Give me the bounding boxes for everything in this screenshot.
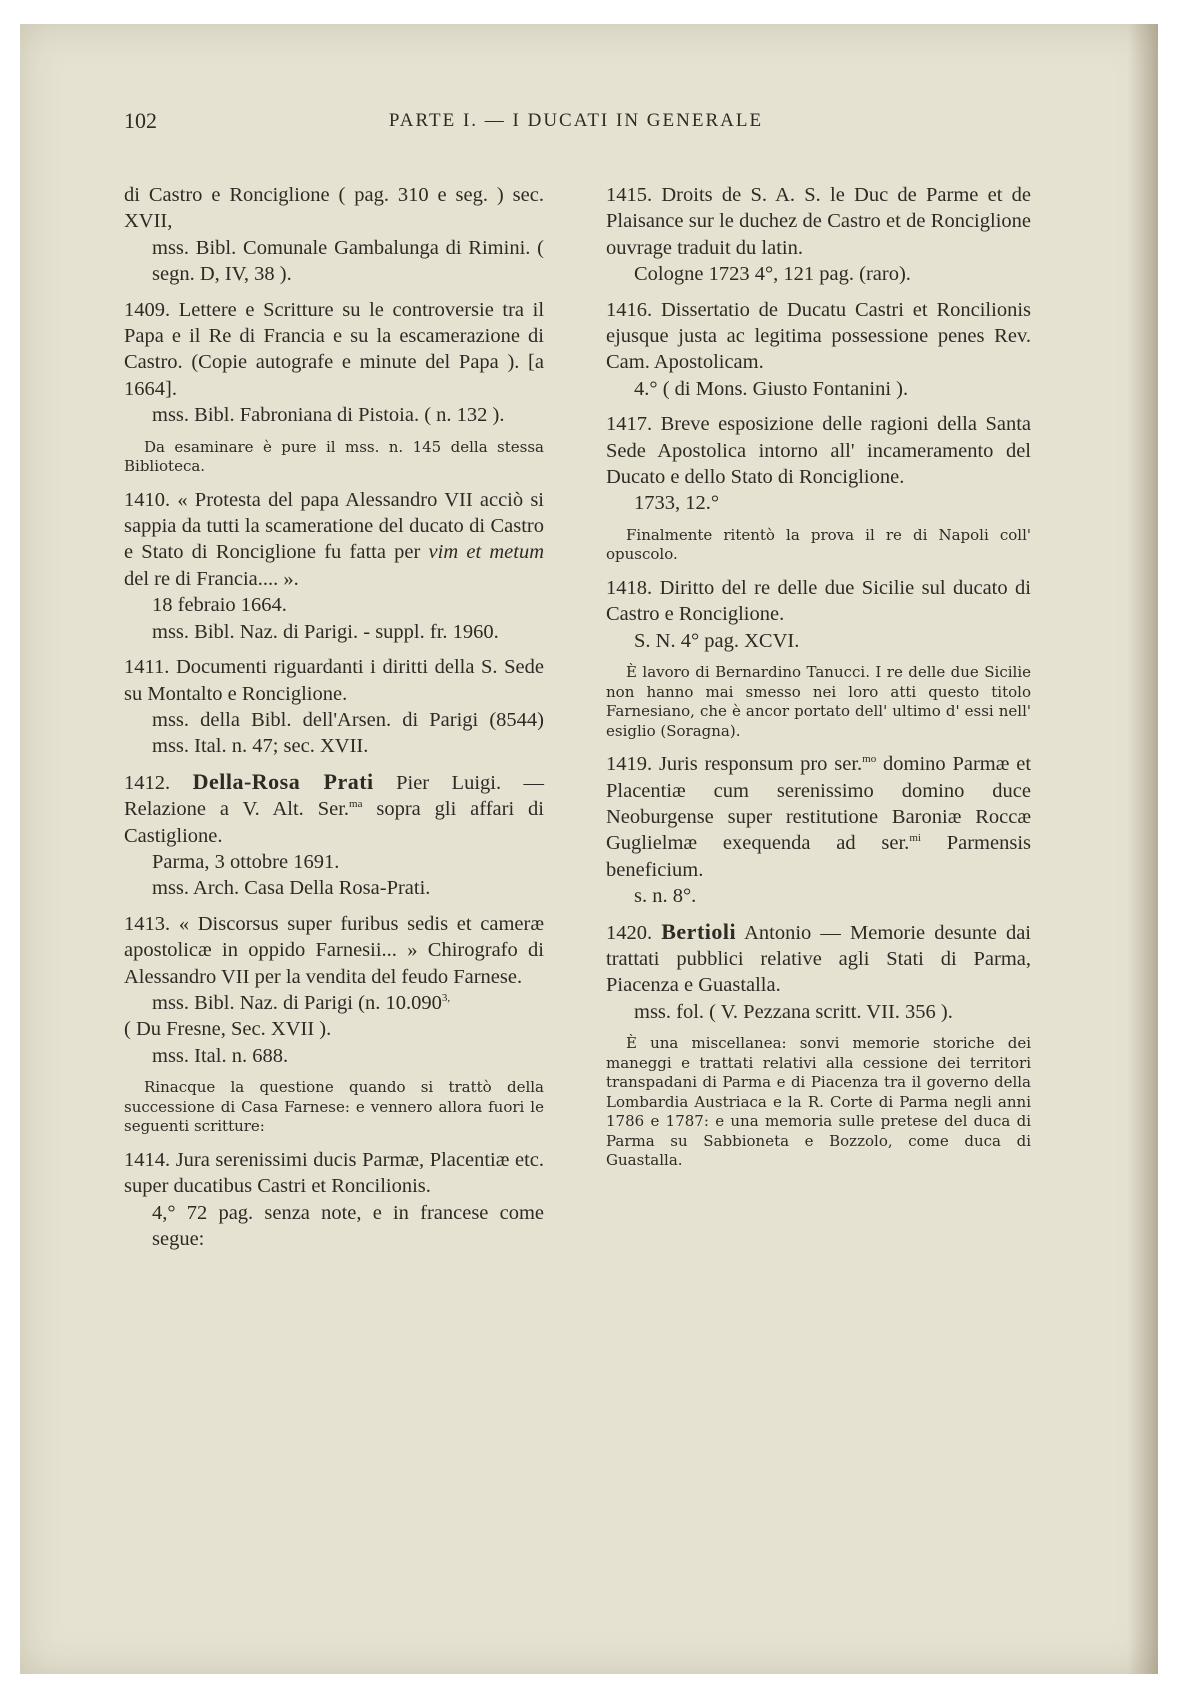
entry-1412 [124,769,544,902]
superscript: mo [862,753,877,766]
entry-format: s. n. 8°. [634,885,697,908]
entry-location: mss. Ital. n. 688. [152,1044,289,1067]
entry-text: Juris responsum pro ser. [658,753,863,776]
entry-location: mss. Arch. Casa Della Rosa-Prati. [152,877,431,900]
entry-number: 1410. [124,488,171,511]
entry-1408-continued [124,182,544,288]
entry-note: Rinacque la questione quando si trattò della successione di Casa Farnese: e vennero allora fuori le seguenti scritture: [124,1078,544,1136]
entry-number: 1416. [606,298,653,321]
entry-location: mss. Bibl. Fabroniana di Pistoia. ( n. 132 ). [152,404,505,427]
right-column [606,182,1031,1181]
entry-text-end: Parmensis beneficium. [606,832,1031,881]
entry-text: Dissertatio de Ducatu Castri et Roncilionis ejusque justa ac legitima possessione penes Rev. Cam. Apostolicam. [606,298,1031,374]
entry-location: mss. Bibl. Naz. di Parigi. - suppl. fr. 1960. [152,620,499,643]
entry-author: Della-Rosa Prati [192,768,374,794]
entry-text: Droits de S. A. S. le Duc de Parme et de Plaisance sur le duchez de Castro et de Ronciglione ouvrage traduit du latin. [606,184,1032,259]
entry-text: Jura serenissimi ducis Parmæ, Placentiæ etc. super ducatibus Castri et Roncilionis. [124,1148,545,1198]
entry-text: Pier Luigi. — Relazione a V. Alt. Ser. [124,771,545,821]
entry-text: Diritto del re delle due Sicilie sul ducato di Castro e Ronciglione. [606,576,1031,626]
entry-1418 [606,575,1031,654]
entry-author: Bertioli [661,918,737,944]
entry-number: 1409. [124,298,171,321]
entry-text-end: sopra gli affari di Castiglione. [124,798,544,847]
entry-number: 1413. [124,912,171,935]
entry-italic-text: vim et metum [428,541,545,564]
entry-date: Parma, 3 ottobre 1691. [152,850,340,873]
entry-text: « Protesta del papa Alessandro VII acciò si sappia da tutti la scameratione del ducato di Castro e Stato di Ronciglione fu fatta per [124,488,544,564]
entry-format: 1733, 12.° [634,492,720,515]
entry-text: Breve esposizione delle ragioni della Santa Sede Apostolica intorno all' incameramento del Ducato e dello Stato di Ronciglione. [606,413,1031,489]
entry-text: « Discorsus super furibus sedis et cameræ apostolicæ in oppido Farnesii... » Chirografo di Alessandro VII per la vendita del feudo Farnese. [124,912,544,988]
location-text: mss. Bibl. Naz. di Parigi (n. 10.090 [152,991,442,1014]
entry-1413 [124,911,544,1069]
entry-1415 [606,182,1031,288]
page [20,24,1158,1674]
entry-1409 [124,297,544,429]
entry-number: 1420. [606,921,653,944]
running-title: PARTE I. — I DUCATI IN GENERALE [388,110,764,131]
entry-1420 [606,919,1031,1026]
superscript: ma [349,798,363,811]
entry-format: 4,° 72 pag. senza note, e in francese come segue: [152,1201,544,1250]
entry-location: mss. fol. ( V. Pezzana scritt. VII. 356 ). [634,1000,953,1023]
entry-1411 [124,654,544,760]
entry-number: 1414. [124,1148,171,1171]
superscript: mi [909,832,921,845]
entry-1410 [124,487,544,645]
left-column [124,182,544,1261]
page-header [124,108,1028,148]
entry-format: Cologne 1723 4°, 121 pag. (raro). [634,263,911,286]
entry-text: Lettere e Scritture su le controversie tra il Papa e il Re di Francia e su la escamerazione di Castro. (Copie autografe e minute del Papa ). [a 1664]. [124,298,545,400]
entry-format: 4.° ( di Mons. Giusto Fontanini ). [634,377,909,400]
entry-date: 18 febraio 1664. [152,594,287,617]
entry-number: 1412. [124,771,171,794]
entry-location: mss. Bibl. Comunale Gambalunga di Rimini. ( segn. D, IV, 38 ). [152,236,544,286]
entry-text: Antonio — Memorie desunte dai trattati pubblici relative agli Stati di Parma, Piacenza e Guastalla. [606,921,1032,997]
entry-number: 1419. [606,753,653,776]
entry-1419 [606,751,1031,909]
entry-number: 1418. [606,576,653,599]
entry-text-cont: domino Parmæ et Placentiæ cum serenissimo domino duce Neoburgense super restitutione Baroniæ Roccæ Guglielmæ exequenda ad ser. [606,753,1032,855]
entry-note: Da esaminare è pure il mss. n. 145 della stessa Biblioteca. [124,437,544,476]
entry-note: Finalmente ritentò la prova il re di Napoli coll' opuscolo. [606,525,1031,564]
entry-note: È una miscellanea: sonvi memorie storiche dei maneggi e trattati relativi alla cessione dei territori transpadani di Parma e di Piacenza tra il governo della Lombardia Austriaca e la R. Corte di Parma negli anni 1786 e 1787: e una memoria sulle pretese del duca di Parma su Sabbioneta e Bozzolo, come duca di Guastalla. [606,1034,1031,1170]
entry-location: mss. della Bibl. dell'Arsen. di Parigi (8544) mss. Ital. n. 47; sec. XVII. [152,708,544,758]
entry-text: di Castro e Ronciglione ( pag. 310 e seg. ) sec. XVII, [124,184,544,233]
entry-1417 [606,411,1031,517]
entry-location [124,990,544,1016]
entry-number: 1415. [606,184,653,206]
entry-location-cont: ( Du Fresne, Sec. XVII ). [124,1018,332,1041]
entry-text: Documenti riguardanti i diritti della S. Sede su Montalto e Ronciglione. [124,656,544,705]
entry-note: È lavoro di Bernardino Tanucci. I re delle due Sicilie non hanno mai smesso nei loro atti questo titolo Farnesiano, che è ancor portato dell' ultimo d' essi nell' esiglio (Soragna). [606,663,1031,740]
entry-1416 [606,297,1031,403]
entry-number: 1417. [606,413,653,436]
superscript: 3, [441,992,451,1005]
entry-1414 [124,1147,544,1253]
entry-format: S. N. 4° pag. XCVI. [634,629,800,652]
page-number: 102 [124,108,157,133]
entry-text-end: del re di Francia.... ». [124,567,299,590]
entry-number: 1411. [124,656,170,679]
